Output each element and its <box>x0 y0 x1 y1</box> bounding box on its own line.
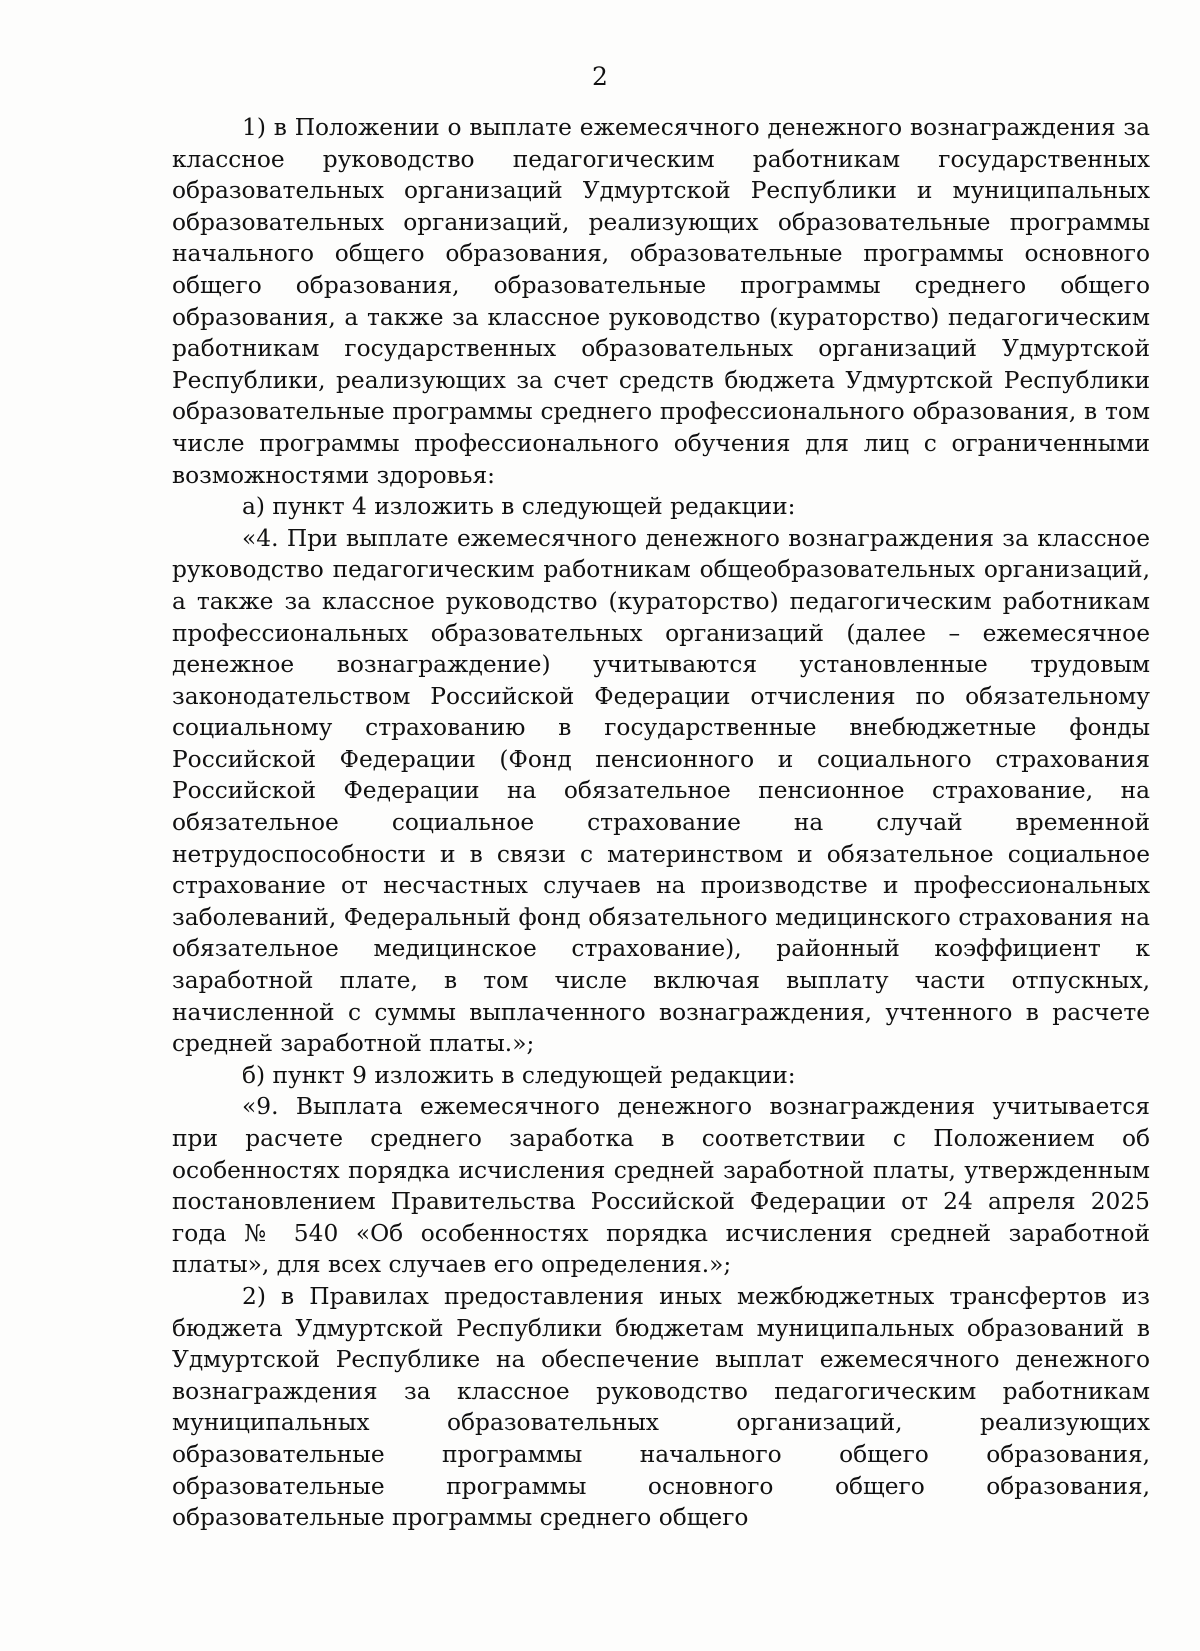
paragraph-1: 1) в Положении о выплате ежемесячного денежного вознаграждения за классное руководство педагогическим работникам государственных образовательных организаций Удмуртской Республики и муниципальных образовательных организаций, реализующих образовательные программы начального общего образования, образовательные программы основного общего образования, образовательные программы среднего общего образования, а также за классное руководство (кураторство) педагогическим работникам государственных образовательных организаций Удмуртской Республики, реализующих за счет средств бюджета Удмуртской Республики образовательные программы среднего профессионального образования, в том числе программы профессионального обучения для лиц с ограниченными возможностями здоровья: <box>172 114 1150 489</box>
paragraph-4: б) пункт 9 изложить в следующей редакции: <box>242 1061 796 1089</box>
paragraph-2: а) пункт 4 изложить в следующей редакции: <box>242 493 796 521</box>
paragraph-6: 2) в Правилах предоставления иных межбюджетных трансфертов из бюджета Удмуртской Республики бюджетам муниципальных образований в Удмуртской Республике на обеспечение выплат ежемесячного денежного вознаграждения за классное руководство педагогическим работникам муниципальных образовательных организаций, реализующих образовательные программы начального общего образования, образовательные программы основного общего образования, образовательные программы среднего общего <box>172 1282 1150 1532</box>
document-body <box>172 112 1150 1534</box>
paragraph-5: «9. Выплата ежемесячного денежного вознаграждения учитывается при расчете среднего заработка в соответствии с Положением об особенностях порядка исчисления средней заработной платы, утвержденным постановлением Правительства Российской Федерации от 24 апреля 2025 года № 540 «Об особенностях порядка исчисления средней заработной платы», для всех случаев его определения.»; <box>172 1093 1150 1279</box>
paragraph-3: «4. При выплате ежемесячного денежного вознаграждения за классное руководство педагогическим работникам общеобразовательных организаций, а также за классное руководство (кураторство) педагогическим работникам профессиональных образовательных организаций (далее – ежемесячное денежное вознаграждение) учитываются установленные трудовым законодательством Российской Федерации отчисления по обязательному социальному страхованию в государственные внебюджетные фонды Российской Федерации (Фонд пенсионного и социального страхования Российской Федерации на обязательное пенсионное страхование, на обязательное социальное страхование на случай временной нетрудоспособности и в связи с материнством и обязательное социальное страхование от несчастных случаев на производстве и профессиональных заболеваний, Федеральный фонд обязательного медицинского страхования на обязательное медицинское страхование), районный коэффициент к заработной плате, в том числе включая выплату части отпускных, начисленной с суммы выплаченного вознаграждения, учтенного в расчете средней заработной платы.»; <box>172 524 1150 1058</box>
page-number: 2 <box>592 62 608 91</box>
